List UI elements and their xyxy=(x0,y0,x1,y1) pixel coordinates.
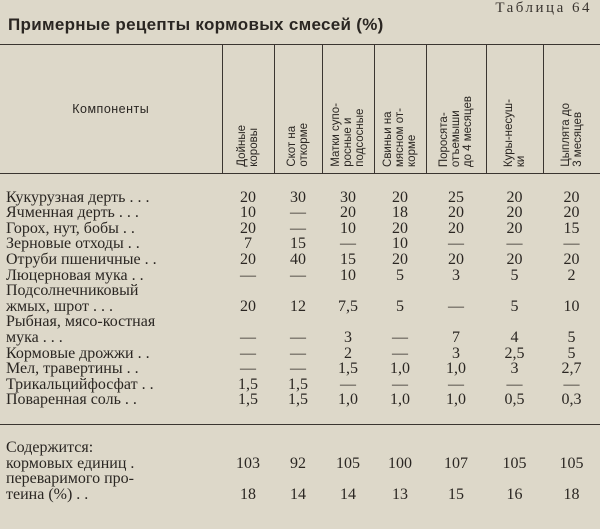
table-number: Таблица 64 xyxy=(495,0,592,16)
row-label: Рыбная, мясо-костная мука . . . xyxy=(6,313,156,346)
cell-value: — xyxy=(240,266,256,284)
row-label: Горох, нут, бобы . . xyxy=(6,219,135,237)
header-text: Свиньи на мясном от- корме xyxy=(382,108,418,167)
cell-value: — xyxy=(340,375,356,393)
cell-value: — xyxy=(290,344,306,362)
table-row xyxy=(0,236,600,252)
cell-value: 92 xyxy=(290,454,306,472)
cell-value: 105 xyxy=(336,454,360,472)
cell-value: — xyxy=(240,328,256,346)
cell-value: 0,3 xyxy=(561,391,582,409)
cell-value: 20 xyxy=(448,250,464,268)
cell-value: 25 xyxy=(448,188,464,206)
cell-value: 20 xyxy=(506,250,523,268)
cell-value: 15 xyxy=(563,219,580,237)
cell-value: 20 xyxy=(563,204,580,222)
row-label: переваримого про- теина (%) . . xyxy=(6,470,134,503)
cell-value: 1,5 xyxy=(338,360,358,378)
cell-value: — xyxy=(563,235,580,253)
cell-value: — xyxy=(340,235,356,253)
cell-value: 2,7 xyxy=(561,360,582,378)
row-label: Зерновые отходы . . xyxy=(6,235,140,253)
row-label: Мел, травертины . . xyxy=(6,360,139,378)
table-row xyxy=(0,471,600,502)
table-row xyxy=(0,346,600,362)
cell-value: 30 xyxy=(290,188,306,206)
cell-value: 20 xyxy=(506,219,523,237)
cell-value: 1,5 xyxy=(288,375,308,393)
cell-value: 5 xyxy=(510,297,519,315)
cell-value: 16 xyxy=(506,485,523,503)
cell-value: — xyxy=(448,375,464,393)
row-label: Трикальцийфосфат . . xyxy=(6,375,154,393)
table-row xyxy=(0,377,600,393)
cell-value: 107 xyxy=(444,454,468,472)
cell-value: 15 xyxy=(290,235,306,253)
cell-value: 1,0 xyxy=(338,391,358,409)
cell-value: 1,5 xyxy=(238,391,258,409)
cell-value: — xyxy=(290,204,306,222)
row-label: Кукурузная дерть . . . xyxy=(6,188,150,206)
cell-value: 0,5 xyxy=(504,391,525,409)
cell-value: 13 xyxy=(392,485,408,503)
cell-value: 20 xyxy=(563,188,580,206)
cell-value: 20 xyxy=(392,188,408,206)
header-row xyxy=(0,45,600,174)
cell-value: 10 xyxy=(340,266,356,284)
table-row xyxy=(0,221,600,237)
cell-value: — xyxy=(392,328,408,346)
cell-value: 10 xyxy=(240,204,256,222)
cell-value: 3 xyxy=(510,360,519,378)
cell-value: — xyxy=(240,344,256,362)
cell-value: 18 xyxy=(240,485,256,503)
header-cell xyxy=(426,45,486,174)
cell-value: 5 xyxy=(567,344,576,362)
cell-value: 105 xyxy=(559,454,584,472)
row-label: Кормовые дрожжи . . xyxy=(6,344,150,362)
table-row xyxy=(0,252,600,268)
cell-value: 7 xyxy=(452,328,460,346)
header-cell xyxy=(322,45,374,174)
header-text: Цыплята до 3 месяцев xyxy=(559,103,584,167)
contains-heading: Содержится: xyxy=(6,439,94,457)
cell-value: 20 xyxy=(240,297,256,315)
spacer-row xyxy=(0,408,600,424)
cell-value: 20 xyxy=(448,204,464,222)
cell-value: 30 xyxy=(340,188,356,206)
cell-value: — xyxy=(448,235,464,253)
cell-value: 5 xyxy=(510,266,519,284)
header-text: Поросята- отъемыши до 4 месяцев xyxy=(438,95,474,167)
cell-value: — xyxy=(563,375,580,393)
table-row xyxy=(0,361,600,377)
cell-value: 20 xyxy=(506,188,523,206)
cell-value: — xyxy=(290,360,306,378)
cell-value: 20 xyxy=(340,204,356,222)
cell-value: 1,0 xyxy=(390,360,410,378)
cell-value: 14 xyxy=(340,485,356,503)
cell-value: 105 xyxy=(502,454,527,472)
header-text: Куры-несуш- ки xyxy=(502,98,527,167)
cell-value: 1,5 xyxy=(288,391,308,409)
spacer-row xyxy=(0,174,600,190)
cell-value: — xyxy=(506,235,523,253)
header-cell xyxy=(486,45,543,174)
cell-value: — xyxy=(392,375,408,393)
cell-value: 10 xyxy=(392,235,408,253)
row-label: Отруби пшеничные . . xyxy=(6,250,157,268)
cell-value: 1,0 xyxy=(446,391,466,409)
cell-value: — xyxy=(240,360,256,378)
cell-value: 3 xyxy=(344,328,352,346)
cell-value: 20 xyxy=(448,219,464,237)
cell-value: 5 xyxy=(396,266,404,284)
cell-value: 5 xyxy=(396,297,404,315)
cell-value: — xyxy=(290,328,306,346)
table-row xyxy=(0,190,600,206)
header-cell xyxy=(543,45,600,174)
contains-heading-row xyxy=(0,440,600,456)
row-label: Поваренная соль . . xyxy=(6,391,137,409)
cell-value: 7,5 xyxy=(338,297,358,315)
cell-value: 40 xyxy=(290,250,306,268)
header-text: Матки супо- росные и подсосные xyxy=(330,103,366,167)
cell-value: 3 xyxy=(452,266,460,284)
cell-value: 20 xyxy=(506,204,523,222)
cell-value: 18 xyxy=(392,204,408,222)
cell-value: 10 xyxy=(563,297,580,315)
cell-value: 2 xyxy=(344,344,352,362)
cell-value: 15 xyxy=(340,250,356,268)
cell-value: 12 xyxy=(290,297,306,315)
row-label: Ячменная дерть . . . xyxy=(6,204,139,222)
cell-value: 14 xyxy=(290,485,306,503)
cell-value: 20 xyxy=(392,219,408,237)
table-row xyxy=(0,283,600,314)
cell-value: 1,0 xyxy=(446,360,466,378)
table-row xyxy=(0,314,600,345)
cell-value: 1,0 xyxy=(390,391,410,409)
cell-value: — xyxy=(290,219,306,237)
cell-value: — xyxy=(392,344,408,362)
header-text: Дойные коровы xyxy=(236,125,260,167)
row-label: Подсолнечниковый жмых, шрот . . . xyxy=(6,282,139,315)
header-text: Скот на откорме xyxy=(286,123,310,167)
row-label: кормовых единиц . xyxy=(6,454,135,472)
header-cell xyxy=(274,45,322,174)
cell-value: 3 xyxy=(452,344,460,362)
row-label: Люцерновая мука . . xyxy=(6,266,144,284)
cell-value: 18 xyxy=(563,485,580,503)
header-cell xyxy=(374,45,426,174)
cell-value: — xyxy=(290,266,306,284)
cell-value: 7 xyxy=(244,235,252,253)
cell-value: 4 xyxy=(510,328,519,346)
cell-value: 20 xyxy=(240,250,256,268)
table-row xyxy=(0,268,600,284)
cell-value: 10 xyxy=(340,219,356,237)
divider xyxy=(0,424,600,440)
cell-value: 20 xyxy=(240,188,256,206)
header-cell xyxy=(222,45,274,174)
table-row xyxy=(0,456,600,472)
cell-value: 2,5 xyxy=(504,344,525,362)
cell-value: 1,5 xyxy=(238,375,258,393)
table-title: Примерные рецепты кормовых смесей (%) xyxy=(8,15,384,34)
cell-value: 103 xyxy=(236,454,260,472)
cell-value: — xyxy=(448,297,464,315)
cell-value: 20 xyxy=(392,250,408,268)
header-components: Компоненты xyxy=(0,45,222,174)
table-row xyxy=(0,205,600,221)
cell-value: 15 xyxy=(448,485,464,503)
cell-value: 100 xyxy=(388,454,412,472)
cell-value: 20 xyxy=(240,219,256,237)
cell-value: — xyxy=(506,375,523,393)
cell-value: 5 xyxy=(567,328,576,346)
cell-value: 20 xyxy=(563,250,580,268)
cell-value: 2 xyxy=(567,266,576,284)
recipes-table xyxy=(0,44,600,502)
table-row xyxy=(0,392,600,408)
